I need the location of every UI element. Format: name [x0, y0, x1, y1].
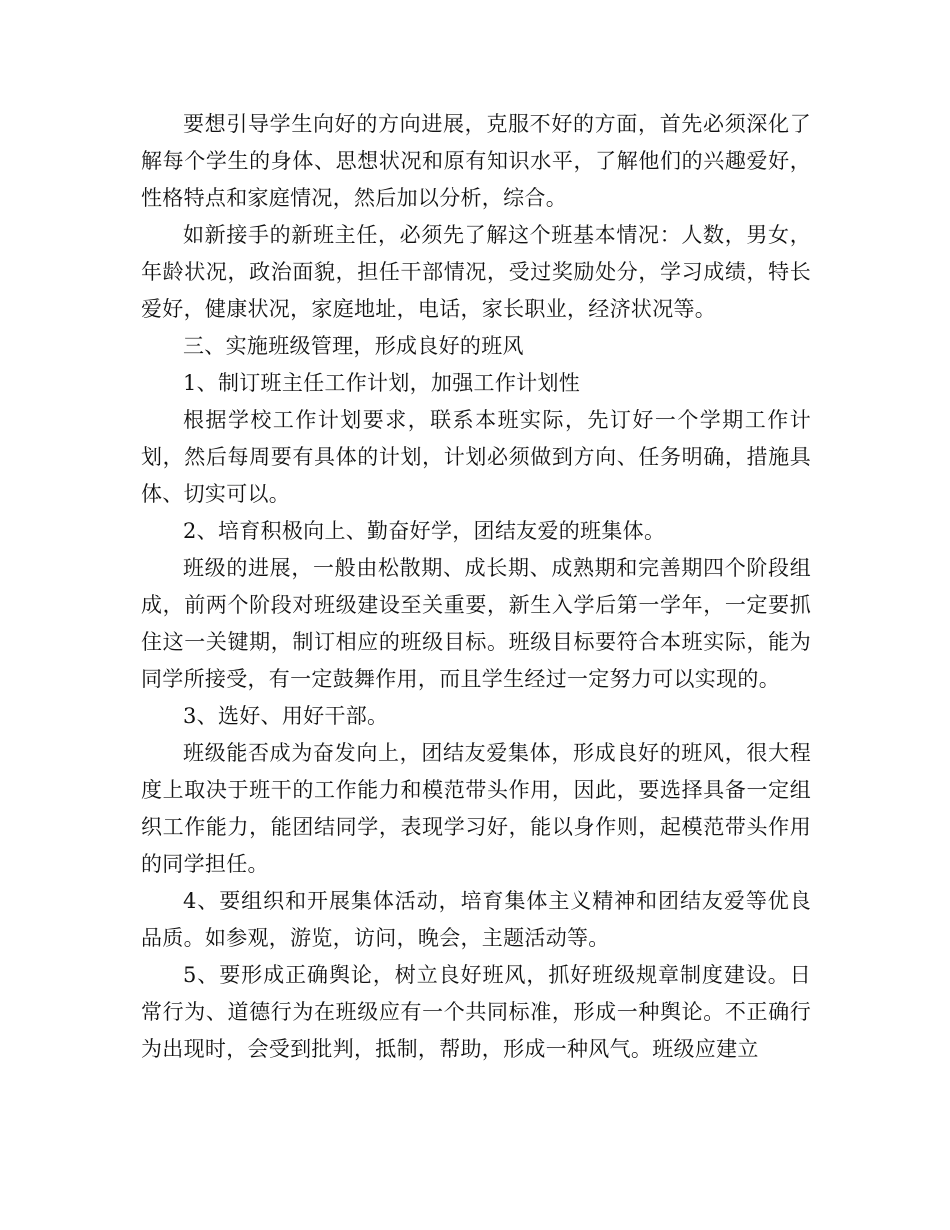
subheading-1: 1、制订班主任工作计划，加强工作计划性 — [183, 371, 581, 395]
paragraph-6: 4、要组织和开展集体活动，培育集体主义精神和团结友爱等优良品质。如参观，游览，访问，晚会，主题活动等。 — [141, 889, 811, 950]
paragraph-7: 5、要形成正确舆论，树立良好班风，抓好班级规章制度建设。日常行为、道德行为在班级应有一个共同标准，形成一种舆论。不正确行为出现时，会受到批判，抵制，帮助，形成一种风气。班级应建立 — [141, 963, 811, 1061]
subheading-2: 2、培育积极向上、勤奋好学，团结友爱的班集体。 — [183, 519, 666, 543]
paragraph-3: 根据学校工作计划要求，联系本班实际，先订好一个学期工作计划，然后每周要有具体的计划，计划必须做到方向、任务明确，措施具体、切实可以。 — [141, 408, 811, 506]
paragraph-4: 班级的进展，一般由松散期、成长期、成熟期和完善期四个阶段组成，前两个阶段对班级建设至关重要，新生入学后第一学年，一定要抓住这一关键期，制订相应的班级目标。班级目标要符合本班实际，能为同学所接受，有一定鼓舞作用，而且学生经过一定努力可以实现的。 — [141, 556, 811, 691]
paragraph-2: 如新接手的新班主任，必须先了解这个班基本情况：人数，男女，年龄状况，政治面貌，担任干部情况，受过奖励处分，学习成绩，特长爱好，健康状况，家庭地址，电话，家长职业，经济状况等。 — [141, 223, 811, 321]
paragraph-5: 班级能否成为奋发向上，团结友爱集体，形成良好的班风，很大程度上取决于班干的工作能力和模范带头作用，因此，要选择具备一定组织工作能力，能团结同学，表现学习好，能以身作则，起模范带头作用的同学担任。 — [141, 741, 811, 876]
subheading-3: 3、选好、用好干部。 — [183, 704, 389, 728]
document-body — [141, 106, 811, 1068]
section-heading-3: 三、实施班级管理，形成良好的班风 — [183, 334, 524, 358]
paragraph-1: 要想引导学生向好的方向进展，克服不好的方面，首先必须深化了解每个学生的身体、思想状况和原有知识水平，了解他们的兴趣爱好，性格特点和家庭情况，然后加以分析，综合。 — [141, 112, 811, 210]
